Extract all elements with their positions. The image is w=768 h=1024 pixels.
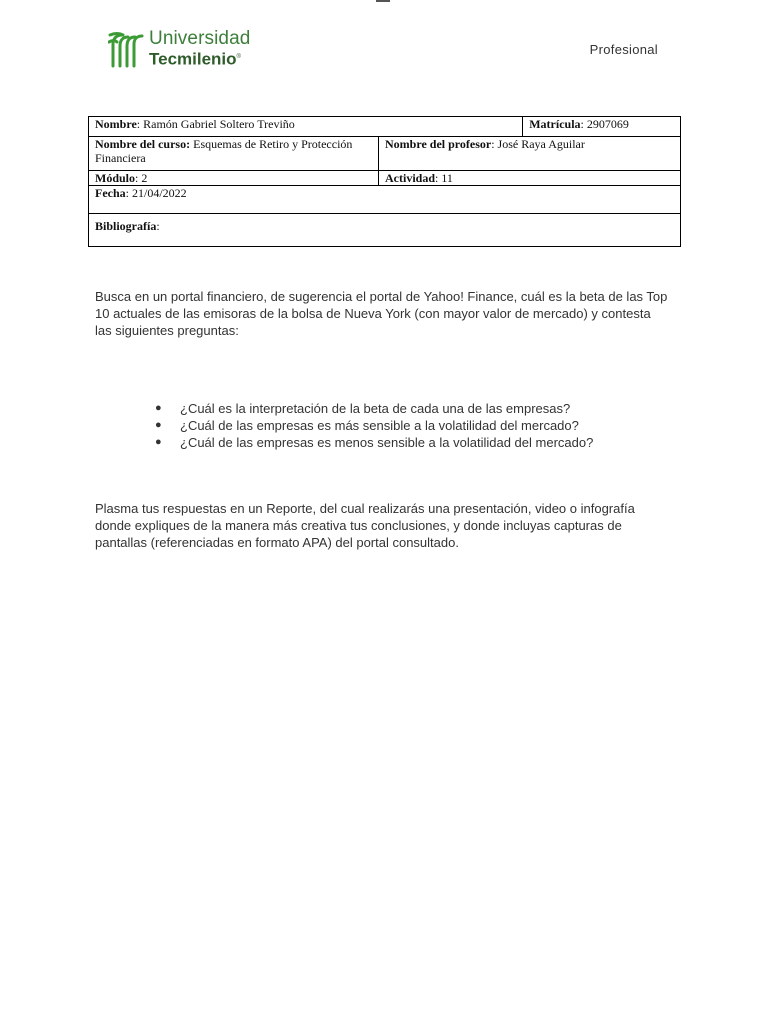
logo-brand-name: Tecmilenio [149,49,237,69]
header-profesional-label: Profesional [589,42,658,57]
bibliografia-cell [89,214,681,247]
question-text: ¿Cuál es la interpretación de la beta de cada una de las empresas? [180,401,571,416]
question-text: ¿Cuál de las empresas es menos sensible a la volatilidad del mercado? [180,435,594,450]
actividad-cell [379,171,681,186]
actividad-value: : 11 [435,171,453,185]
table-row [89,171,681,186]
bullet-icon: ● [155,436,162,448]
nombre-cell [89,117,523,137]
university-logo [108,30,250,69]
intro-paragraph: Busca en un portal financiero, de sugerencia el portal de Yahoo! Finance, cuál es la beta de las Top 10 actuales de las emisoras de la bolsa de Nueva York (con mayor valor de mercado) y contesta las siguientes preguntas: [95,289,668,338]
bibliografia-value: : [156,219,160,233]
modulo-label: Módulo [95,171,136,185]
profesor-label: Nombre del profesor [385,137,492,151]
questions-list [155,400,593,451]
table-row [89,117,681,137]
trademark-symbol: ® [236,54,241,60]
nombre-label: Nombre [95,117,137,131]
logo-line-tecmilenio [149,48,250,69]
curso-label: Nombre del curso: [95,137,191,151]
bibliografia-label: Bibliografía [95,219,157,233]
modulo-cell [89,171,379,186]
list-item [155,417,593,434]
closing-paragraph: Plasma tus respuestas en un Reporte, del cual realizarás una presentación, video o infografía donde expliques de la manera más creativa tus conclusiones, y donde incluyas capturas de pantallas (referenciadas en formato APA) del portal consultado. [95,501,635,550]
nombre-value: : Ramón Gabriel Soltero Treviño [136,117,295,131]
fecha-label: Fecha [95,186,126,200]
table-row [89,137,681,171]
list-item [155,400,593,417]
matricula-cell [523,117,681,137]
matricula-value: : 2907069 [580,117,629,131]
question-text: ¿Cuál de las empresas es más sensible a la volatilidad del mercado? [180,418,579,433]
modulo-value: : 2 [135,171,148,185]
profesor-value: : José Raya Aguilar [491,137,585,151]
curso-cell [89,137,379,171]
curso-value: Esquemas de Retiro y Protección Financiera [95,137,353,165]
matricula-label: Matrícula [529,117,581,131]
table-row [89,214,681,247]
bullet-icon: ● [155,402,162,414]
actividad-label: Actividad [385,171,436,185]
logo-line-universidad: Universidad [149,28,251,49]
table-row [89,186,681,214]
student-info-table [88,116,681,247]
list-item [155,434,593,451]
profesor-cell [379,137,681,171]
fecha-cell [89,186,681,214]
tecmilenio-emblem-icon [108,30,144,68]
fecha-value: : 21/04/2022 [125,186,187,200]
page-top-mark [376,0,390,2]
bullet-icon: ● [155,419,162,431]
